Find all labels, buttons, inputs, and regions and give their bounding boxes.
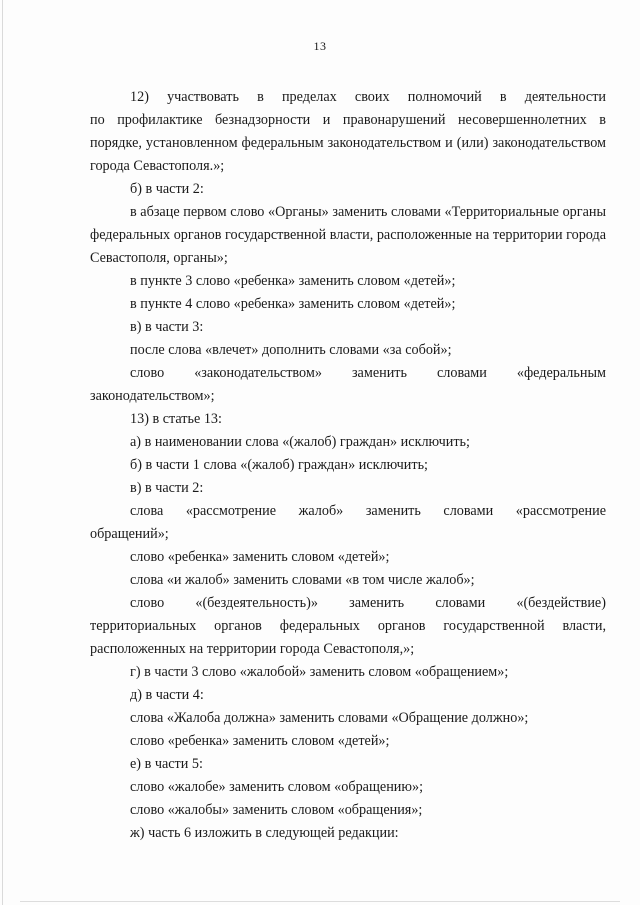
word: заменить [365,503,421,519]
word: пределах [281,89,337,105]
word: «(бездействие) [516,595,606,611]
slova-rassm-continuation: обращений»; [90,526,169,542]
paragraph-g-part3: г) в части 3 слово «жалобой» заменить словом «обращением»; [130,664,509,680]
slova-rassm-first-line [130,500,606,523]
document-body [90,86,606,845]
word: в [257,89,264,105]
paragraph-b-part2: б) в части 2: [130,181,204,197]
word: заменить [349,595,405,611]
paragraph-slovo-zhalobe: слово «жалобе» заменить словом «обращению»; [130,779,424,795]
scan-edge-bottom [20,901,620,902]
slovo-bezd-first-line [130,592,606,615]
word: заменить [351,365,407,381]
slovo-zak-continuation: законодательством»; [90,388,215,404]
paragraph-a-naim: а) в наименовании слова «(жалоб) граждан» исключить; [130,434,470,450]
word: деятельности [524,89,606,105]
scan-edge-left [2,0,3,905]
paragraph-slovo-reb: слово «ребенка» заменить словом «детей»; [130,549,390,565]
paragraph-abzac-first: в абзаце первом слово «Органы» заменить словами «Территориальные органы федеральных органов государственной власти, расположенные на территории города Севастополя, органы»; [90,204,606,266]
word: в [499,89,507,105]
word: слово [130,365,165,381]
word: словами [443,503,494,519]
paragraph-slova-zhaloba: слова «Жалоба должна» заменить словами «Обращение должно»; [130,710,529,726]
word: «законодательством» [194,365,322,381]
word: участвовать [167,89,239,105]
word: «(бездеятельность)» [195,595,318,611]
word: жалоб» [298,503,344,519]
slovo-zak-first-line [130,362,606,385]
paragraph-slovo-reb2: слово «ребенка» заменить словом «детей»; [130,733,390,749]
item-12-first-line [130,86,606,109]
paragraph-punkt4: в пункте 4 слово «ребенка» заменить словом «детей»; [130,296,456,312]
paragraph-posle-slova: после слова «влечет» дополнить словами «за собой»; [130,342,452,358]
word: «рассмотрение [185,503,277,519]
slovo-bezd-continuation: территориальных органов федеральных органов государственной власти, расположенных на территории города Севастополя,»; [90,618,606,657]
paragraph-slova-i-zhalob: слова «и жалоб» заменить словами «в том числе жалоб»; [130,572,475,588]
word: своих [354,89,390,105]
word: словами [437,365,487,381]
paragraph-v-part3: в) в части 3: [130,319,204,335]
paragraph-punkt3: в пункте 3 слово «ребенка» заменить словом «детей»; [130,273,456,289]
paragraph-b-part1: б) в части 1 слова «(жалоб) граждан» исключить; [130,457,428,473]
paragraph-slovo-zhaloby: слово «жалобы» заменить словом «обращения»; [130,802,423,818]
word: слова [130,503,164,519]
paragraph-d-part4: д) в части 4: [130,687,204,703]
word: словами [435,595,486,611]
word: слово [130,595,165,611]
page-number: 13 [313,39,327,53]
paragraph-item13: 13) в статье 13: [130,411,222,427]
word: полномочий [407,89,482,105]
paragraph-e-part5: е) в части 5: [130,756,203,772]
paragraph-zh-part6: ж) часть 6 изложить в следующей редакции: [130,825,399,841]
item-12-continuation: по профилактике безнадзорности и правонарушений несовершеннолетних в порядке, установленном федеральным законодательством и (или) законодательством города Севастополя.»; [90,112,606,174]
paragraph-v-part2: в) в части 2: [130,480,204,496]
word: 12) [130,89,149,105]
word: «федеральным [516,365,606,381]
word: «рассмотрение [515,503,606,519]
